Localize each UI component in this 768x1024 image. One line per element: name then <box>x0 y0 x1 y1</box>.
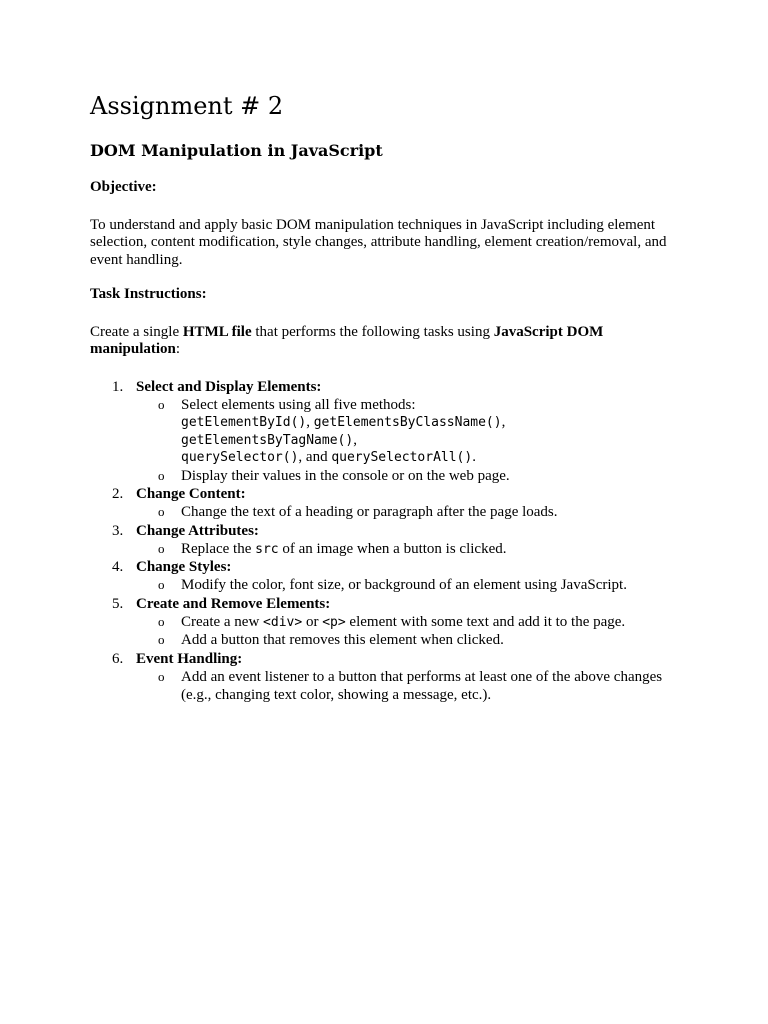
task-number: 6. <box>112 650 124 667</box>
method-queryselector: querySelector() <box>181 450 299 466</box>
task-item-5 <box>90 596 680 650</box>
bullet-icon: o <box>158 669 165 685</box>
objective-heading: Objective: <box>90 179 157 195</box>
subitem-text: Display their values in the console or on the web page. <box>181 467 510 484</box>
code-p: <p> <box>322 614 346 630</box>
bullet-icon: o <box>158 613 165 629</box>
task-subitems <box>136 504 680 522</box>
task-item-4 <box>90 559 680 595</box>
bullet-icon: o <box>158 540 165 556</box>
bullet-icon: o <box>158 632 165 648</box>
task-number: 1. <box>112 378 124 395</box>
method-getelementsbyclassname: getElementsByClassName() <box>313 415 502 431</box>
task-title: Change Attributes: <box>136 522 259 539</box>
task-instructions-heading: Task Instructions: <box>90 286 207 302</box>
subitem-text: element with some text and add it to the page. <box>345 613 626 630</box>
document-title: Assignment # 2 <box>90 92 284 120</box>
method-queryselectorall: querySelectorAll() <box>331 450 473 466</box>
task-number: 3. <box>112 522 124 539</box>
document-page <box>90 88 680 705</box>
task-title: Change Styles: <box>136 559 232 576</box>
code-div: <div> <box>263 614 303 630</box>
method-getelementsbytagname: getElementsByTagName() <box>181 432 354 448</box>
task-subitem <box>136 577 680 595</box>
separator: , <box>501 414 506 431</box>
task-subitem <box>136 614 680 632</box>
subitem-text: or <box>302 613 323 630</box>
subitem-text: Create a new <box>181 613 264 630</box>
separator: , <box>353 431 357 448</box>
task-subitem <box>136 504 680 522</box>
separator: , and <box>298 449 332 466</box>
subitem-text: Modify the color, font size, or background of an element using JavaScript. <box>181 577 627 594</box>
task-title: Create and Remove Elements: <box>136 595 331 612</box>
separator: , <box>306 414 314 431</box>
code-src: src <box>255 541 279 557</box>
intro-bold-html-file: HTML file <box>182 323 252 340</box>
bullet-icon: o <box>158 504 165 520</box>
subitem-text: Select elements using all five methods: <box>181 396 416 413</box>
task-list <box>90 379 680 705</box>
intro-text-2: that performs the following tasks using <box>251 323 494 340</box>
task-number: 2. <box>112 486 124 503</box>
task-number: 4. <box>112 559 124 576</box>
bullet-icon: o <box>158 577 165 593</box>
task-title: Event Handling: <box>136 650 243 667</box>
task-title: Change Content: <box>136 486 246 503</box>
separator: . <box>472 449 476 466</box>
intro-text-3: : <box>175 341 181 357</box>
task-subitem <box>136 541 680 559</box>
task-item-2 <box>90 486 680 522</box>
intro-text-1: Create a single <box>90 323 183 340</box>
task-subitems <box>136 614 680 650</box>
task-instructions-intro <box>90 324 680 359</box>
subitem-text: Add an event listener to a button that performs at least one of the above changes (e.g., changing text color, showing a message, etc.). <box>181 669 663 703</box>
bullet-icon: o <box>158 396 165 412</box>
task-subitem <box>136 669 680 704</box>
task-subitem <box>136 397 680 467</box>
objective-text: To understand and apply basic DOM manipulation techniques in JavaScript including element selection, content modification, style changes, attribute handling, element creation/removal, and event handling. <box>90 216 667 268</box>
subitem-text: of an image when a button is clicked. <box>278 540 507 557</box>
document-subtitle: DOM Manipulation in JavaScript <box>90 141 383 160</box>
task-title: Select and Display Elements: <box>136 378 322 395</box>
intro-bold-js-dom: JavaScript DOM manipulation <box>90 323 604 357</box>
task-number: 5. <box>112 595 124 612</box>
subitem-text: Change the text of a heading or paragraph after the page loads. <box>181 504 558 521</box>
bullet-icon: o <box>158 467 165 483</box>
task-item-1 <box>90 379 680 486</box>
task-subitems <box>136 577 680 595</box>
task-subitem <box>136 468 680 486</box>
subitem-text: Replace the <box>181 540 256 557</box>
task-subitems <box>136 669 680 704</box>
task-subitem <box>136 632 680 650</box>
subitem-text: Add a button that removes this element when clicked. <box>181 632 504 649</box>
method-getelementbyid: getElementById() <box>181 415 307 431</box>
task-item-6 <box>90 651 680 704</box>
task-subitems <box>136 397 680 486</box>
task-subitems <box>136 541 680 559</box>
task-item-3 <box>90 523 680 559</box>
